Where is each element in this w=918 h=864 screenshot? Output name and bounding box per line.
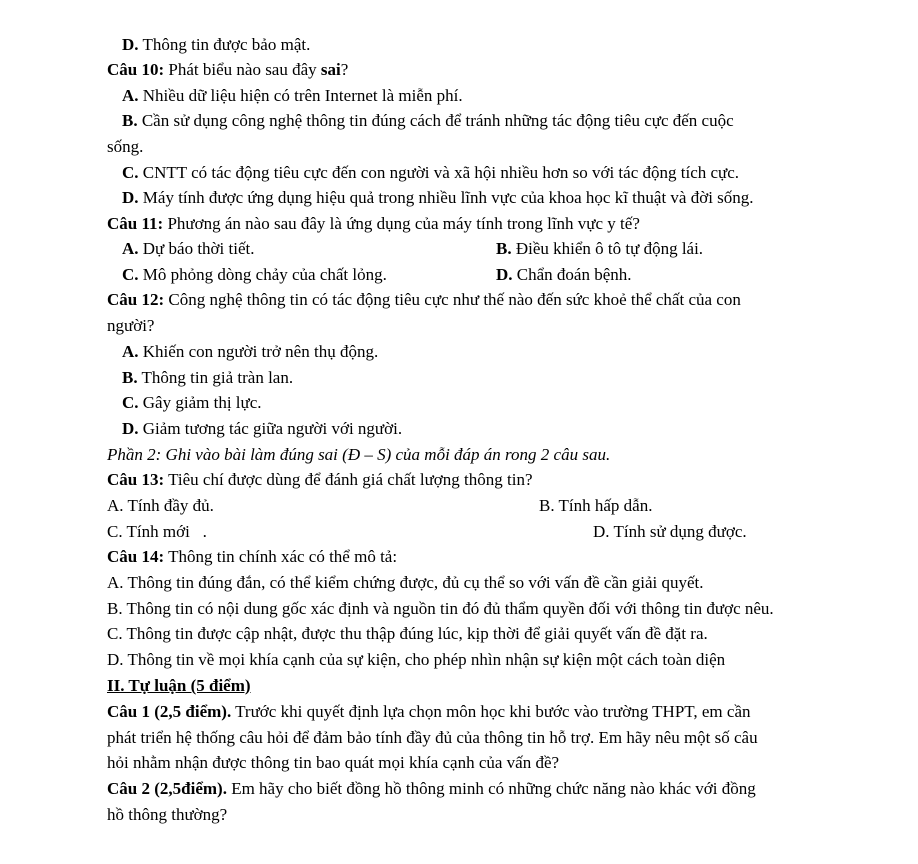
q11-option-c [122,264,387,285]
option-label: D. [122,419,139,438]
option-text: Nhiều dữ liệu hiện có trên Internet là miễn phí. [138,86,463,105]
q12-option-c [122,392,262,413]
question-text-end: ? [340,60,349,79]
question-label: Câu 10: [107,60,165,79]
essay1-line1 [107,701,751,722]
option-label: D. [122,188,139,207]
option-text: Giảm tương tác giữa người với người. [138,419,403,438]
essay-text: Em hãy cho biết đồng hồ thông minh có những chức năng nào khác với đồng [226,779,756,798]
question-text: Thông tin chính xác có thể mô tả: [164,547,398,566]
q13-stem [107,469,533,490]
option-text: Thông tin được bảo mật. [138,35,311,54]
option-label: C. [122,163,139,182]
essay2-line2: hồ thông thường? [107,805,228,824]
q12-option-d [122,418,402,439]
q10-stem [107,59,348,80]
option-label: D. [122,35,139,54]
q12-option-a [122,341,378,362]
essay2-line1 [107,778,756,799]
essay1-line3: hỏi nhằm nhận được thông tin bao quát mọi khía cạnh của vấn đề? [107,753,560,772]
q13-option-d: D. Tính sử dụng được. [593,522,747,541]
question-label: Câu 14: [107,547,165,566]
question-emphasis: sai [320,60,341,79]
option-label: C. [122,265,139,284]
option-label: C. [122,393,139,412]
q14-option-a: A. Thông tin đúng đắn, có thể kiểm chứng được, đủ cụ thể so với vấn đề cần giải quyết. [107,573,704,592]
q14-stem [107,546,397,567]
option-text: Dự báo thời tiết. [138,239,255,258]
option-label: A. [122,86,139,105]
q11-option-a [122,238,254,259]
q10-option-d [122,187,754,208]
question-text: Phương án nào sau đây là ứng dụng của máy tính trong lĩnh vực y tế? [163,214,640,233]
essay-text: Trước khi quyết định lựa chọn môn học khi bước vào trường THPT, em cần [231,702,751,721]
q12-option-b [122,367,293,388]
question-label: Câu 12: [107,290,165,309]
q13-option-b: B. Tính hấp dẫn. [539,496,653,515]
q10-option-b-cont: sống. [107,137,144,156]
option-label: B. [122,368,138,387]
q10-option-c [122,162,739,183]
option-text: Điều khiển ô tô tự động lái. [511,239,704,258]
option-text: Thông tin giả tràn lan. [137,368,294,387]
essay-label: Câu 1 (2,5 điểm). [107,702,232,721]
q12-stem [107,289,741,310]
option-label: B. [496,239,512,258]
q11-stem [107,213,640,234]
q11-option-d [496,264,632,285]
option-label: A. [122,239,139,258]
part2-instruction: Phần 2: Ghi vào bài làm đúng sai (Đ – S) của mỗi đáp án rong 2 câu sau. [107,445,611,464]
q14-option-b: B. Thông tin có nội dung gốc xác định và nguồn tin đó đủ thẩm quyền đối với thông tin được nêu. [107,599,774,618]
q11-option-b [496,238,703,259]
option-text: Chẩn đoán bệnh. [512,265,632,284]
question-text: Công nghệ thông tin có tác động tiêu cực như thế nào đến sức khoẻ thể chất của con [164,290,741,309]
option-text: Mô phỏng dòng chảy của chất lỏng. [138,265,387,284]
q9-option-d [122,34,310,55]
question-label: Câu 13: [107,470,165,489]
section-heading: II. Tự luận (5 điểm) [107,676,251,695]
question-text: Phát biểu nào sau đây [164,60,321,79]
q12-stem-cont: người? [107,316,155,335]
option-text: CNTT có tác động tiêu cực đến con người và xã hội nhiều hơn so với tác động tích cực. [138,163,740,182]
option-text: Gây giảm thị lực. [138,393,262,412]
option-text: Máy tính được ứng dụng hiệu quả trong nhiều lĩnh vực của khoa học kĩ thuật và đời sống. [138,188,754,207]
essay1-line2: phát triển hệ thống câu hỏi để đảm bảo tính đầy đủ của thông tin hỗ trợ. Em hãy nêu một số câu [107,728,758,747]
essay-label: Câu 2 (2,5điểm). [107,779,227,798]
q10-option-b [122,110,734,131]
q13-option-c: C. Tính mới . [107,522,207,541]
option-label: D. [496,265,513,284]
q14-option-d: D. Thông tin về mọi khía cạnh của sự kiện, cho phép nhìn nhận sự kiện một cách toàn diện [107,650,726,669]
question-label: Câu 11: [107,214,164,233]
q10-option-a [122,85,463,106]
q13-option-a: A. Tính đầy đủ. [107,496,214,515]
option-label: B. [122,111,138,130]
q14-option-c: C. Thông tin được cập nhật, được thu thập đúng lúc, kịp thời để giải quyết vấn đề đặt ra. [107,624,708,643]
option-text: Khiến con người trở nên thụ động. [138,342,379,361]
option-text: Cần sử dụng công nghệ thông tin đúng cách để tránh những tác động tiêu cực đến cuộc [137,111,734,130]
option-label: A. [122,342,139,361]
question-text: Tiêu chí được dùng để đánh giá chất lượng thông tin? [164,470,533,489]
